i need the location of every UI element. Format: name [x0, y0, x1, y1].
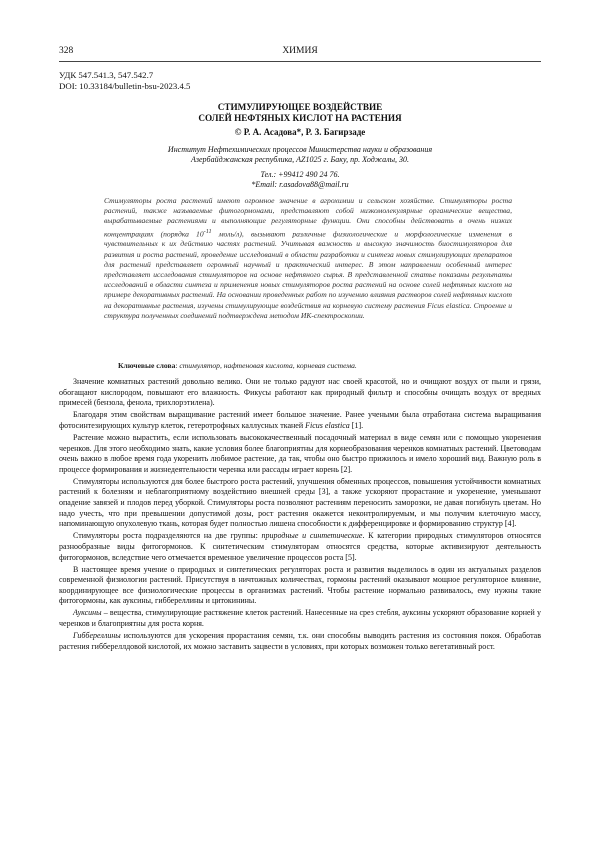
abstract-text-1: Стимуляторы роста растений имеют огромное значение в агрохимии и сельском хозяйстве. Стимуляторы роста растений, также называемые фитогормонами, представляют собой низкомолекулярные органические вещества, вырабатываемые растениями и выполняющие регуляторные функции. Они способны действовать в очень низких концентрациях (порядка 10 — [104, 196, 512, 239]
article-title-line-1: СТИМУЛИРУЮЩЕЕ ВОЗДЕЙСТВИЕ — [217, 102, 383, 112]
keywords-label: Ключевые слова — [118, 361, 176, 370]
article-body — [59, 377, 541, 654]
body-text: используются для ускорения прорастания семян, т.к. они способны выводить растения из состояния покоя. Обработав растения гиббереллдовой кислотой, их можно заставить зацвести в условиях, при которых возможен только вегетативный рост. — [59, 631, 541, 651]
body-text: – вещества, стимулирующие растяжение клеток растений. Нанесенные на срез стебля, ауксины ускоряют образование корней у черенков и благоприятны для роста корня. — [59, 608, 541, 629]
keywords-text: стимулятор, нафтеновая кислота, корневая система. — [179, 361, 357, 370]
keywords-separator: : — [175, 361, 180, 370]
keywords — [118, 361, 512, 371]
body-text: [1]. — [349, 420, 364, 430]
body-paragraph: Значение комнатных растений довольно велико. Они не только радуют нас своей красотой, но и очищают воздух от пыли и грязи, обогащают кислородом, повышают его влажность. Фикусы работают как природный фильтр и способны очищать воздух от вредных примесей (бензола, фенола, трихлорэтилена). — [59, 377, 541, 408]
abstract-text-2: моль/л), вызывают различные физиологические и морфологические изменения в чувствительных к их действию частях растений. Учитывая важность и высокую значимость биостимуляторов для развития и роста растений, проведение исследований в области разработки и синтеза новых стимулирующих препаратов для растений представляет огромный научный и практический интерес. В этом направлении особенный интерес представляет исследования стимуляторов на основе нефтяного сырья. В представленной статье показаны результаты исследований в области синтеза и применения новых стимуляторов роста растений на основе солей нефтяных кислот на примере декоративных растений. На основании проведенных работ по изучению влияния растворов солей нефтяных кислот на декоративные растения, изучены стимулирующие воздействия на корневую систему растения Ficus elastica. Строение и структура полученных соединений подтверждена методом ИК-спектроскопии. — [104, 229, 513, 320]
body-paragraph — [59, 608, 541, 629]
abstract — [104, 196, 512, 321]
body-paragraph: Растение можно вырастить, если использовать высококачественный посадочный материал в виде семян или с помощью укоренения черенков. Для этого необходимо знать, какие условия более благоприятны для корнеобразования черенков комнатных растений. Цветоводам очень важно в любое время года укоренить любимое растение, да так, чтобы оно быстро прижилось и имело хороший вид. Важную роль в процессе формирования и жизнедеятельности черенка или рассады играет корень [2]. — [59, 432, 541, 474]
body-paragraph — [59, 410, 541, 431]
contact-phone: Тел.: +99412 490 24 76. — [260, 170, 340, 179]
body-text: . К категории природных стимуляторов относятся разнообразные виды фитогормонов. К синтетическим стимуляторам относятся средства, которые активизируют деятельность фитогормонов, вследствие чего отмечается временное увеличение процессов роста [5]. — [59, 531, 542, 562]
body-text: Благодаря этим свойствам выращивание растений имеет большое значение. Ранее учеными была отработана система выращивания фотосинтезирующих культур клеток, гетеротрофных каллусных тканей — [59, 410, 541, 430]
page-number: 328 — [59, 46, 74, 56]
body-paragraph: В настоящее время учение о природных и синтетических регуляторах роста и развития выделилось в один из актуальных разделов современной физиологии растений. Присутствуя в ничтожных количествах, гормоны растений оказывают мощное регуляторное влияние, координирующее все физиологические процессы в организмах растений. Чтобы растение нормально развивалось, ему нужны такие фитогормоны, как ауксины, гиббереллины и цитокинины. — [59, 564, 541, 606]
emphasis-text: природные и синтетические — [261, 531, 363, 541]
doi: DOI: 10.33184/bulletin-bsu-2023.4.5 — [59, 81, 191, 91]
abstract-exponent: -11 — [203, 227, 212, 235]
authors: © Р. А. Асадова*, Р. З. Багирзаде — [234, 127, 366, 137]
body-paragraph — [59, 531, 541, 563]
udc-code: УДК 547.541.3, 547.542.7 — [59, 70, 154, 80]
term-auxins: Ауксины — [73, 608, 102, 618]
contact-email: *Email: r.asadova88@mail.ru — [251, 180, 349, 189]
term-gibberellins: Гиббереллины — [73, 631, 121, 641]
affiliation-line-2: Азербайджанская республика, AZ1025 г. Баку, пр. Ходжалы, 30. — [190, 155, 410, 164]
body-text: Стимуляторы роста подразделяются на две группы: — [73, 531, 262, 541]
running-head: ХИМИЯ — [282, 46, 318, 56]
species-name: Ficus elastica — [305, 420, 350, 430]
body-paragraph — [59, 631, 541, 652]
affiliation-line-1: Институт Нефтехимических процессов Министерства науки и образования — [167, 145, 433, 154]
body-paragraph: Стимуляторы используются для более быстрого роста растений, улучшения обменных процессов, повышения устойчивости комнатных растений к болезням и неблагоприятному воздействию внешней среды [3], а также ускоряют прорастание и укоренение, уменьшают опадение завязей и плодов перед уборкой. Стимуляторы роста позволяют растениям переносить заморозки, не давая погибнуть цветам. Но надо учесть, что при превышении допустимой дозы, рост растения окажется неконтролируемым, и мы получим клеточную массу, напоминающую опухолевую ткань, которая будет полностью лишена способности к дифференцировке и формированию структур [4]. — [59, 476, 541, 529]
article-title-line-2: СОЛЕЙ НЕФТЯНЫХ КИСЛОТ НА РАСТЕНИЯ — [198, 113, 402, 123]
header-rule — [59, 61, 541, 62]
